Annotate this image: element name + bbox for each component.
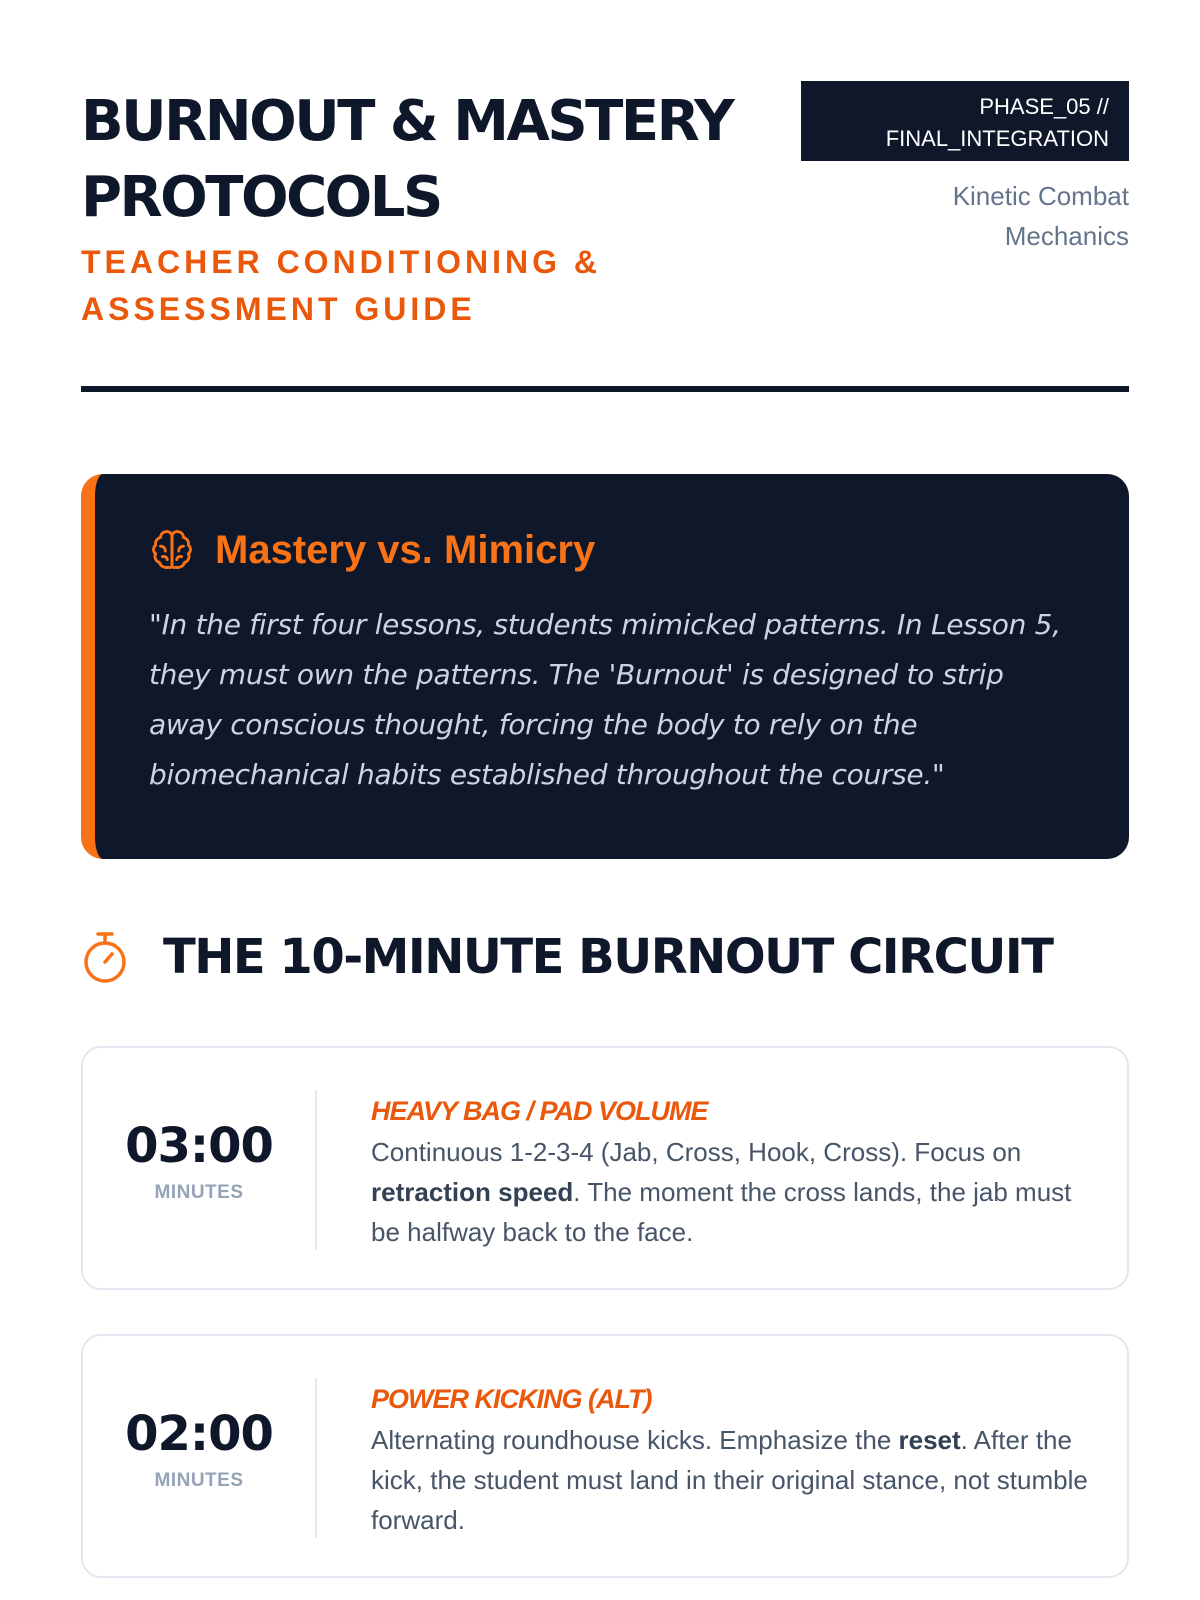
desc-text: Continuous 1-2-3-4 (Jab, Cross, Hook, Cross). Focus on [371, 1137, 1022, 1167]
time-block [83, 1378, 317, 1538]
time-value: 03:00 [125, 1118, 273, 1174]
desc-emphasis: reset [898, 1425, 961, 1455]
stopwatch-icon [81, 930, 129, 984]
desc-emphasis: retraction speed [371, 1177, 574, 1207]
circuit-card [81, 1334, 1129, 1578]
circuit-title: THE 10-MINUTE BURNOUT CIRCUIT [163, 929, 1053, 985]
circuit-body [371, 1382, 1091, 1540]
time-unit: MINUTES [154, 1182, 244, 1203]
brain-icon [149, 527, 195, 573]
time-value: 02:00 [125, 1406, 273, 1462]
mastery-callout [81, 474, 1129, 859]
phase-tag: PHASE_05 // FINAL_INTEGRATION [801, 81, 1129, 161]
time-block [83, 1090, 317, 1250]
mastery-quote: "In the first four lessons, students mimicked patterns. In Lesson 5, they must own the patterns. The 'Burnout' is designed to strip away conscious thought, forcing the body to rely on the biomechanical habits established throughout the course." [149, 608, 1061, 791]
document-page [81, 0, 1129, 1535]
circuit-body [371, 1094, 1091, 1252]
header-divider [81, 386, 1129, 392]
circuit-card [81, 1046, 1129, 1290]
course-name: Kinetic Combat Mechanics [952, 181, 1129, 251]
desc-text: . After the kick, the student must land in their original stance, not stumble forward. [371, 1425, 1088, 1535]
desc-text: . The moment the cross lands, the jab must be halfway back to the face. [371, 1177, 1072, 1247]
page-title: BURNOUT & MASTERY PROTOCOLS [81, 89, 733, 230]
mastery-heading [149, 524, 1079, 576]
page-header [81, 0, 1129, 394]
circuit-item-title: HEAVY BAG / PAD VOLUME [371, 1096, 708, 1126]
circuit-section-heading [81, 922, 1052, 992]
time-unit: MINUTES [154, 1470, 244, 1491]
circuit-item-title: POWER KICKING (ALT) [371, 1384, 652, 1414]
circuit-item-description [371, 1132, 1091, 1252]
desc-text: Alternating roundhouse kicks. Emphasize the [371, 1425, 899, 1455]
circuit-item-description [371, 1420, 1091, 1540]
page-subtitle: TEACHER CONDITIONING & ASSESSMENT GUIDE [81, 244, 601, 327]
mastery-title: Mastery vs. Mimicry [215, 527, 596, 572]
